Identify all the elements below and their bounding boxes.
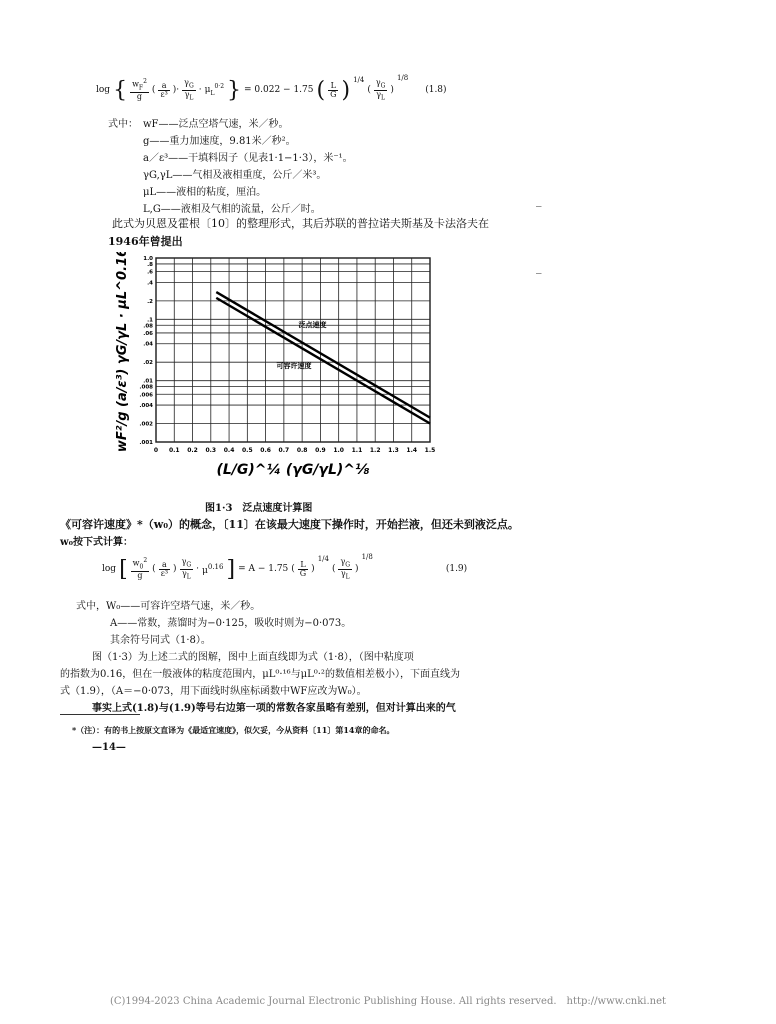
eq19-frac-gamma <box>180 558 194 580</box>
x-tick-label: 0.9 <box>315 447 326 454</box>
eq19-w0: w <box>132 559 140 569</box>
paren-open-19b: ( <box>291 564 295 574</box>
chart-x-ticks <box>154 447 435 454</box>
y-tick-label: .4 <box>147 280 153 287</box>
paren-close-3: ) <box>390 85 394 95</box>
eq18-number: (1.8) <box>425 85 447 95</box>
eq19-mu-exp: 0.16 <box>207 562 224 571</box>
x-tick-label: 0.7 <box>278 447 290 454</box>
x-tick-label: 0.6 <box>260 447 271 454</box>
eq18-mu <box>205 83 224 97</box>
eq19-exp2: 1/8 <box>361 553 373 561</box>
eq18-frac-wf <box>130 79 149 100</box>
figure-caption: 图1·3 泛点速度计算图 <box>205 503 313 514</box>
x-tick-label: 0.5 <box>242 447 253 454</box>
eq18-gamma-g2: γ <box>375 77 381 87</box>
x-tick-label: 1.2 <box>369 447 381 454</box>
chart-y-ticks <box>139 256 153 446</box>
eq18-gamma-g: γ <box>184 77 189 87</box>
defs18-d6: L,G——液相及气相的流量，公斤／时。 <box>143 204 321 215</box>
y-tick-label: .01 <box>143 378 153 385</box>
para3-line4: 事实上式(1.8)与(1.9)等号右边第一项的常数各家虽略有差别，但对计算出来的气 <box>92 703 456 714</box>
eq19-frac-w0 <box>131 558 150 579</box>
margin-mark-1: ‾ <box>536 205 542 218</box>
bracket-close: ] <box>226 556 236 582</box>
x-tick-label: 1.3 <box>388 447 399 454</box>
defs18-intro: 式中： <box>108 119 138 130</box>
eq18-L: L <box>328 82 338 91</box>
eq18-g: g <box>136 91 143 101</box>
eq19-w0-sub: 0 <box>139 563 144 571</box>
y-tick-label: .006 <box>139 392 153 399</box>
equation-1-8 <box>96 70 496 110</box>
eq18-gamma-g-sub: G <box>188 82 194 90</box>
eq19-gamma-l: γ <box>181 568 187 578</box>
eq19-exp1: 1/4 <box>317 555 329 563</box>
paren-close: )· <box>172 85 180 95</box>
paren-open-19c: ( <box>331 564 336 574</box>
x-tick-label: 0.1 <box>168 447 180 454</box>
y-tick-label: .04 <box>143 341 153 348</box>
paren-open: ( <box>151 85 156 95</box>
eq19-mu-symbol: μ <box>202 565 208 576</box>
eq18-gamma-l-sub: L <box>189 94 194 102</box>
eq18-mu-exp: 0·2 <box>214 83 225 91</box>
para1-line1: 此式为贝恩及霍根〔10〕的整理形式，其后苏联的普拉诺夫斯基及卡法洛夫在 <box>112 217 489 230</box>
eq18-mu-symbol: μ <box>204 85 211 96</box>
eq19-frac-gamma2 <box>338 558 352 580</box>
eq19-gamma-l2-sub: L <box>345 573 350 581</box>
chart-grid <box>156 258 430 442</box>
eq19-G: G <box>299 568 307 578</box>
copyright-footer: (C)1994-2023 China Academic Journal Electronic Publishing House. All rights reserved. http://www.cnki.net <box>109 996 667 1007</box>
y-tick-label: .6 <box>147 269 153 276</box>
series-line-1 <box>216 298 430 424</box>
eq18-wf-sup: 2 <box>143 78 147 86</box>
y-tick-label: .02 <box>143 360 153 367</box>
eq19-gamma-l2: γ <box>340 568 346 578</box>
eq18-e3: ε³ <box>160 89 168 99</box>
defs19-d1: 式中，W₀——可容许空塔气速，米／秒。 <box>76 601 261 612</box>
chart-flooding-velocity <box>108 252 458 497</box>
brace-close: } <box>227 77 242 103</box>
eq19-frac-lg <box>298 561 308 578</box>
eq18-a: a <box>158 82 169 91</box>
eq19-log: log <box>102 564 117 574</box>
eq18-gamma-l2: γ <box>376 89 382 99</box>
x-axis-label: (L/G)^¼ (γG/γL)^⅛ <box>216 462 370 478</box>
eq18-gamma-g2-sub: G <box>380 82 386 90</box>
eq18-gamma-l2-sub: L <box>381 94 386 102</box>
eq18-frac-gamma <box>182 79 196 101</box>
eq19-a: a <box>159 561 170 570</box>
defs19-d3: 其余符号同式（1·8）。 <box>110 635 211 646</box>
defs18-d5: μL——液相的粘度，厘泊。 <box>143 187 267 198</box>
x-tick-label: 0 <box>153 447 159 454</box>
x-tick-label: 0.2 <box>187 447 198 454</box>
eq18-gamma-l: γ <box>184 89 190 99</box>
eq19-w0-sup: 2 <box>143 557 148 565</box>
eq18-G: G <box>330 89 337 99</box>
eq19-g: g <box>137 570 143 580</box>
defs19-d2: A——常数，蒸馏时为−0·125，吸收时则为−0·073。 <box>110 618 352 629</box>
eq18-exp2: 1/8 <box>396 74 409 82</box>
paren-close-19c: ) <box>355 564 359 574</box>
x-tick-label: 0.8 <box>296 447 308 454</box>
annotation-allowable-velocity: 可容许速度 <box>276 362 312 371</box>
margin-mark-2: ‾ <box>536 272 542 285</box>
x-tick-label: 1.0 <box>333 447 344 454</box>
y-axis-label: wF²/g (a/ε³) γG/γL · μL^0.16 <box>115 252 130 453</box>
paren-open-19: ( <box>152 564 156 574</box>
eq19-gamma-g-sub: G <box>186 561 192 569</box>
x-tick-label: 0.3 <box>205 447 217 454</box>
eq19-rhs: = A − 1.75 <box>238 564 289 574</box>
eq19-gamma-l-sub: L <box>186 573 191 581</box>
eq19-frac-a <box>159 561 170 578</box>
eq18-frac-lg <box>328 82 338 99</box>
para3-line1: 图（1·3）为上述二式的图解，图中上面直线即为式（1·8），（图中粘度项 <box>92 652 414 663</box>
paren-close-19: ) <box>173 564 177 574</box>
y-tick-label: .08 <box>143 323 153 330</box>
defs18-d1: wF——泛点空塔气速，米／秒。 <box>143 119 289 130</box>
eq19-gamma-g2: γ <box>340 556 346 566</box>
paren-close-2: ) <box>341 77 351 103</box>
eq18-frac-a <box>158 82 169 99</box>
bracket-open: [ <box>119 556 128 582</box>
brace-open: { <box>113 77 128 103</box>
para2-line2: w₀按下式计算： <box>60 537 133 548</box>
series-line-0 <box>216 292 430 418</box>
eq19-L: L <box>298 561 308 570</box>
footnote-rule <box>60 714 140 715</box>
x-tick-label: 1.5 <box>424 447 436 454</box>
eq19-gamma-g: γ <box>181 556 187 566</box>
page-number: —14— <box>92 742 126 753</box>
eq18-rhs: = 0.022 − 1.75 <box>244 85 314 95</box>
paren-close-19b: ) <box>311 564 315 574</box>
defs18-d4: γG,γL——气相及液相重度，公斤／米³。 <box>143 170 327 181</box>
y-tick-label: .8 <box>147 261 153 268</box>
y-tick-label: 1.0 <box>143 256 153 262</box>
annotation-flooding-velocity: 泛点速度 <box>298 320 327 329</box>
para3-line3: 式（1.9），（A＝−0·073，用下面线时纵座标函数中WF应改为W₀）。 <box>60 686 367 697</box>
eq18-wf: w <box>132 80 139 90</box>
eq18-log: log <box>96 85 111 95</box>
eq19-gamma-g2-sub: G <box>345 561 351 569</box>
chart-plot-frame <box>156 258 430 442</box>
x-tick-label: 1.4 <box>406 447 418 454</box>
y-tick-label: .06 <box>143 330 153 337</box>
equation-1-9 <box>102 549 502 589</box>
chart-svg <box>108 252 458 497</box>
paren-open-2: ( <box>316 77 326 103</box>
eq18-wf-sub: F <box>138 84 144 92</box>
y-tick-label: .1 <box>147 317 153 324</box>
y-tick-label: .002 <box>139 421 153 428</box>
y-tick-label: .004 <box>139 403 153 410</box>
dot-19: · <box>196 564 200 574</box>
y-tick-label: .001 <box>139 440 153 446</box>
para3-line2: 的指数为0.16，但在一般液体的粘度范围内，μL⁰·¹⁶与μL⁰·²的数值相差极小），下面直线为 <box>60 669 460 680</box>
defs18-d3: a／ε³——干填料因子（见表1·1−1·3），米⁻¹。 <box>143 153 353 164</box>
eq19-mu <box>202 563 223 576</box>
eq19-number: (1.9) <box>445 564 468 574</box>
x-tick-label: 1.1 <box>351 447 363 454</box>
eq19-e3: ε³ <box>160 568 169 578</box>
x-tick-label: 0.4 <box>223 447 235 454</box>
y-tick-label: .008 <box>139 384 153 391</box>
eq18-mu-sub: L <box>210 89 215 97</box>
para2-line1: 《可容许速度》*（w₀）的概念，〔11〕在该最大速度下操作时，开始拦液，但还未到液泛点。 <box>60 518 519 531</box>
chart-lines <box>216 292 430 423</box>
para1-line2: 1946年曾提出 <box>108 235 183 248</box>
y-tick-label: .2 <box>147 298 153 305</box>
defs18-d2: g——重力加速度，9.81米／秒²。 <box>143 136 296 147</box>
eq18-exp1: 1/4 <box>353 76 365 84</box>
footnote: *（注）：有的书上按原文直译为《最适宜速度》，似欠妥，今从资料〔11〕第14章的命名。 <box>72 725 395 735</box>
eq18-frac-gamma2 <box>374 79 388 101</box>
dot: · <box>198 85 202 95</box>
paren-open-3: ( <box>367 85 371 95</box>
